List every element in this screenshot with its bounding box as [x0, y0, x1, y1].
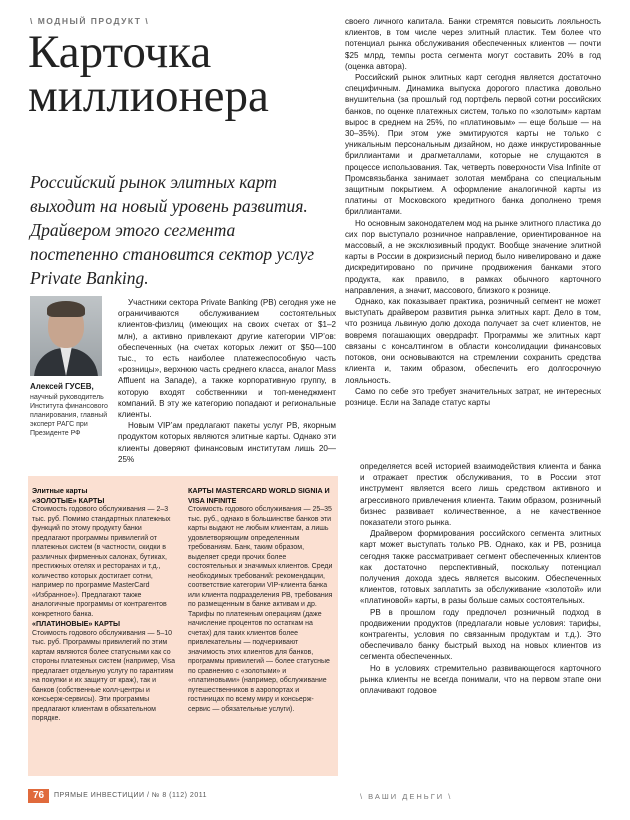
- sidebar-heading: Элитные карты: [32, 486, 88, 495]
- article-lead: Российский рынок элитных карт выходит на новый уровень развития. Драйвером этого сегмента постепенно становится сектор услуг Private Banking.: [30, 172, 315, 288]
- sidebar-subheading: КАРТЫ MASTERCARD WORLD SIGNIA И VISA INFINITE: [188, 486, 330, 505]
- author-photo: [30, 296, 102, 376]
- author-role: научный руководитель Института финансового планирования, главный эксперт РАГС при Президенте РФ: [30, 394, 108, 437]
- paragraph: Драйвером формирования российского сегмента элитных карт может выступать только PB. Однако, как и PB, розница сегодня также рассматривает сегмент обеспеченных клиентов как достаточно перспективный, поскольку потенциал получения дохода здесь является высоким. Обеспеченных клиентов, готовых заплатить за обслуживание «золотой» или «платиновой» карты, в разы больше самых состоятельных.: [360, 529, 601, 606]
- paragraph: определяется всей историей взаимодействия клиента и банка и отражает престиж обслуживания, то в России этот инструмент является всего лишь средством активного и агрессивного привлечения клиента. Таким образом, розничный бизнес развивает количественное, а не качественное показатели этого рынка.: [360, 462, 601, 528]
- sidebar-text: Стоимость годового обслуживания — 5–10 тыс. руб. Программы привилегий по этим картам являются более статусными как со стороны платежных систем (например, Visa предлагает отдельную услугу по гарантиям на покупки и их защиту от краж), так и банков (собственные колл-центры и консьерж-сервисы). Эти программы предлагают клиентам в обязательном порядке.: [32, 629, 176, 722]
- paragraph: Само по себе это требует значительных затрат, не интересных рознице. Если на Западе статус карты: [345, 386, 601, 407]
- paragraph: Однако, как показывает практика, розничный сегмент не может выступать драйвером развития рынка элитных карт. Дело в том, что розница львиную долю дохода получает за счет клиентов, не вовремя погашающих овердрафт. Программы же элитных карт связаны с консалтингом в области консолидации финансовых потоков, они основываются на стремлении сохранить средства клиента и, таким образом, обеспечить его долгосрочную лояльность.: [345, 297, 601, 385]
- right-column: [345, 16, 601, 408]
- article-title: Карточка миллионера: [28, 26, 269, 122]
- paragraph: Участники сектора Private Banking (PB) сегодня уже не ограничиваются обслуживанием состоятельных клиентов-физлиц (имеющих на своих счетах от $1–2 млн), а активно привлекают другие категории VIP’ов: обеспеченных (на счетах которых лежит от $50—100 тыс., то есть наиболее платежеспособную часть «розницы», верхнюю часть среднего класса, аналог Mass Affluent на Западе), а также корпоративную группу, в которую входят собственники и топ-менеджмент компаний. В эту же категорию попадают и региональные клиенты.: [118, 298, 336, 420]
- footer-rubric: \ ВАШИ ДЕНЬГИ \: [360, 792, 453, 801]
- sidebar-column-1: [32, 486, 177, 724]
- sidebar-text: Стоимость годового обслуживания — 25–35 тыс. руб., однако в большинстве банков эти карты выдают не любым клиентам, а лишь удовлетворяющим определенным требованиям. Банк, таким образом, выделяет среди прочих более состоятельных и значимых клиентов. Среди необходимых требований: рекомендации, соответствие категории VIP-клиента банка или клиента подразделения PB, требования по размещенным в банке активам и др. Тарифы по платежным операциям (даже начисление процентов по остаткам на счетах) для таких клиентов более привлекательны — подчеркивают значимость этих клиентов для банков, программы привилегий — более статусные по сравнению с «золотыми» и «платиновыми» (например, обслуживание путешественников в аэропортах и гостиницах по всему миру и консьерж-сервис — обязательные услуги).: [188, 506, 333, 713]
- paragraph: Но основным законодателем мод на рынке элитного пластика до сих пор выступало розничное направление, ориентированное на массовый, а не эксклюзивный продукт. Вообще значение элитной карты в России в докризисный период было нивелировано и даже дискредитировано по причине продвижения банками этого продукта, как правило, в рамках обычного карточного направления, а значит, массового, близкого к рознице.: [345, 218, 601, 295]
- middle-column: [118, 297, 336, 465]
- author-name: Алексей ГУСЕВ,: [30, 382, 94, 391]
- paragraph: Российский рынок элитных карт сегодня является достаточно специфичным. Динамика выпуска дорогого пластика довольно внушительна (за прошлый год портфель первой сотни российских банков, по оценке платежных систем, только по «золотым» картам вырос в среднем на 25%, по «платиновым» — еще больше — на 30–35%). При этом уже эмитируются карты не только с уникальным персональным дизайном, но даже инкрустированные бриллиантами и драгметаллами, которые не слущаются в процессе использования. Так, четверть поверхности Visa Infinite от Промсвязьбанка занимает золотая мембрана со специальным защитным покрытием. А оформление аналогичной карты из платины от Московского кредитного банка дополнено тремя бриллиантами.: [345, 73, 601, 217]
- sidebar-text: Стоимость годового обслуживания — 2–3 тыс. руб. Помимо стандартных платежных функций по этому продукту банки предлагают программы привилегий от платежных систем (в частности, скидки в различных фирменных салонах, бутиках, престижных отелях и ресторанах и т.д., количество которых достигает сотни, например по программе MasterCard «Избранное»). Предлагают также аналогичные программы от контрагентов конкретного банка.: [32, 506, 171, 618]
- paragraph: PB в прошлом году предпочел розничный подход в продвижении продуктов (предлагали новые условия: тарифы, контрагенты, условия по связанным продуктам и т.д.). Это обеспечивало банку быстрый выход на новых клиентов из сегмента обеспеченных.: [360, 607, 601, 662]
- paragraph: Новым VIP’ам предлагают пакеты услуг PB, якорным продуктом которых являются элитные карты. Однако эти клиенты доверяют финансовым институтам лишь 20—25%: [118, 421, 336, 464]
- sidebar-subheading: «ЗОЛОТЫЕ» КАРТЫ: [32, 495, 105, 505]
- magazine-issue: ПРЯМЫЕ ИНВЕСТИЦИИ / № 8 (112) 2011: [54, 792, 207, 799]
- paragraph: Но в условиях стремительно развивающегося карточного рынка клиенты не всегда понимали, что на первом этапе они оплачивают годовое: [360, 663, 601, 696]
- sidebar-subheading: «ПЛАТИНОВЫЕ» КАРТЫ: [32, 619, 121, 628]
- page-number: 76: [28, 789, 49, 803]
- rubric: \ МОДНЫЙ ПРОДУКТ \: [30, 16, 150, 26]
- sidebar-box: [28, 476, 338, 776]
- paragraph: своего личного капитала. Банки стремятся повысить лояльность клиентов, в том числе через элитный пластик. Тем более что потенциал рынка обслуживания обеспеченных клиентов — почти $25 млрд, темпы роста сегмента могут составить 20% в год (оценка автора).: [345, 17, 601, 71]
- right-column-lower: [360, 461, 601, 696]
- sidebar-column-2: [188, 486, 333, 714]
